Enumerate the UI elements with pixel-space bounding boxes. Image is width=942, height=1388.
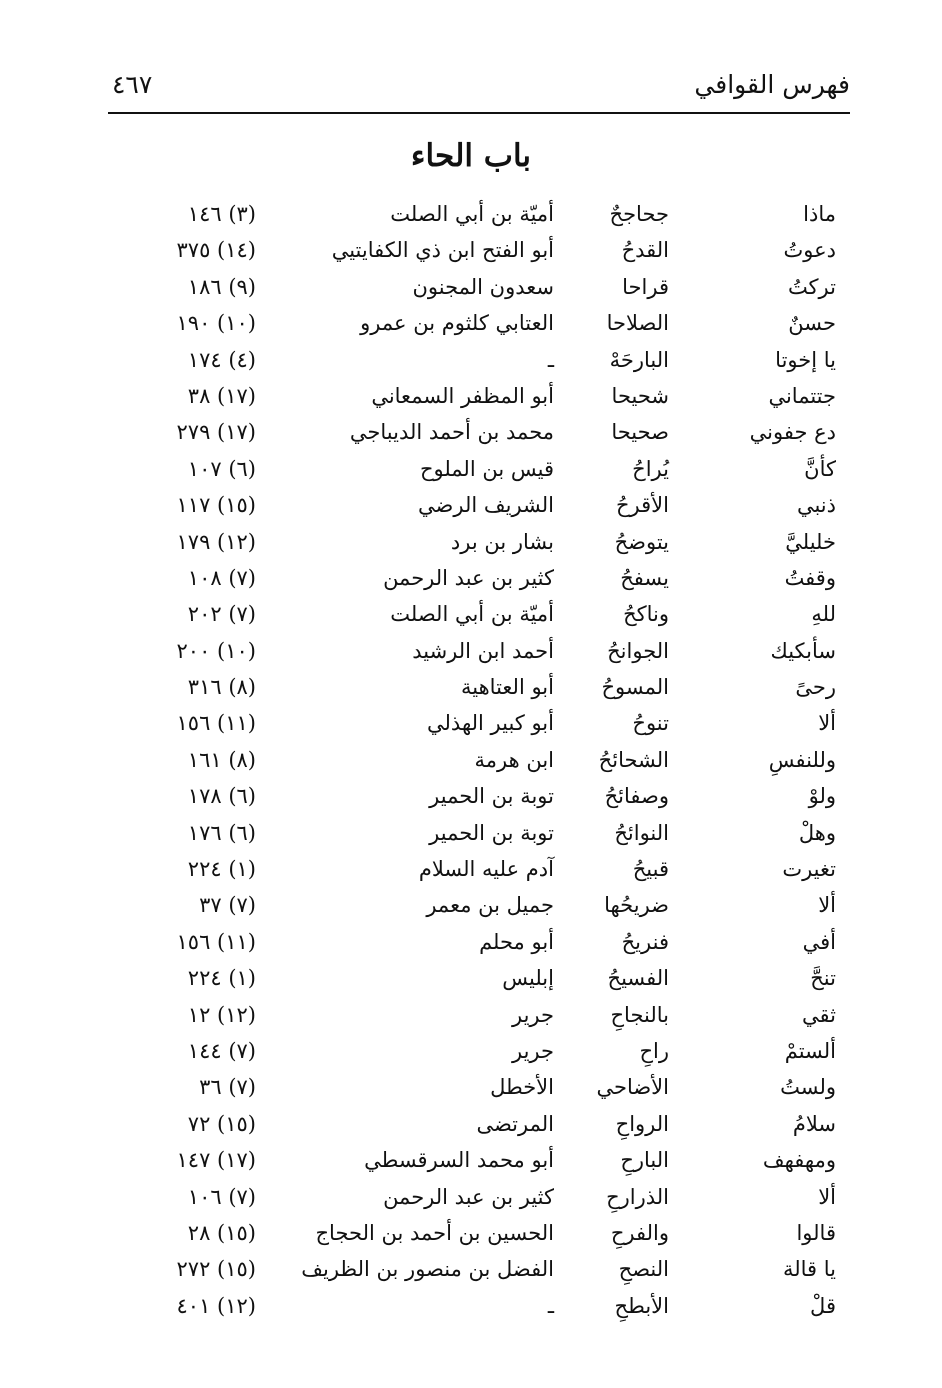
page-reference-cell: (٤) ١٧٤ xyxy=(187,347,256,372)
running-title: فهرس القوافي xyxy=(694,70,850,99)
first-words-cell: وقفتُ xyxy=(784,565,836,590)
rhyme-word-cell: الرواحِ xyxy=(615,1111,669,1136)
page-reference-cell: (٧) ٢٠٢ xyxy=(187,602,256,627)
rhyme-word-cell: شحيحا xyxy=(611,383,669,408)
rhyme-word-cell: الجوانحُ xyxy=(607,638,669,663)
page-number: ٤٦٧ xyxy=(112,70,153,99)
poet-name-cell: آدم عليه السلام xyxy=(418,857,554,882)
rhyme-word-cell: النصحِ xyxy=(618,1257,669,1282)
page-reference-cell: (٦) ١٠٧ xyxy=(187,456,256,481)
table-row xyxy=(0,526,942,562)
rhyme-word-cell: ضريحُها xyxy=(604,893,669,918)
poet-name-cell: توبة بن الحمير xyxy=(429,784,554,809)
first-words-cell: سأبكيك xyxy=(770,638,836,663)
rhyme-word-cell: النوائحُ xyxy=(614,820,669,845)
poet-name-cell: بشار بن برد xyxy=(450,529,554,554)
page-reference-cell: (٧) ١٤٤ xyxy=(187,1038,256,1063)
poet-name-cell: أبو العتاهية xyxy=(461,675,554,700)
rhyme-word-cell: البارحِ xyxy=(620,1148,669,1173)
poet-name-cell: جرير xyxy=(512,1038,554,1063)
poet-name-cell: الشريف الرضي xyxy=(418,493,554,518)
poet-name-cell: أميّة بن أبي الصلت xyxy=(390,202,554,226)
table-row xyxy=(0,999,942,1035)
first-words-cell: ماذا xyxy=(803,202,836,226)
rhyme-word-cell: بالنجاحِ xyxy=(610,1002,669,1027)
first-words-cell: ولستُ xyxy=(780,1075,836,1100)
page-reference-cell: (٧) ١٠٦ xyxy=(187,1184,256,1209)
table-row xyxy=(0,453,942,489)
page-reference-cell: (٦) ١٧٨ xyxy=(187,784,256,809)
table-row xyxy=(0,926,942,962)
table-row xyxy=(0,1253,942,1289)
first-words-cell: للهِ xyxy=(811,602,836,627)
poet-name-cell: ـ xyxy=(547,347,554,372)
table-row xyxy=(0,707,942,743)
table-row xyxy=(0,962,942,998)
first-words-cell: وهلْ xyxy=(798,820,836,845)
table-row xyxy=(0,344,942,380)
table-row xyxy=(0,234,942,270)
table-row xyxy=(0,635,942,671)
page-reference-cell: (١٠) ١٩٠ xyxy=(176,311,256,336)
page-reference-cell: (١٠) ٢٠٠ xyxy=(176,638,256,663)
poet-name-cell: ـ xyxy=(547,1293,554,1318)
first-words-cell: رحىً xyxy=(795,675,836,700)
table-row xyxy=(0,671,942,707)
rhyme-word-cell: يتوضحُ xyxy=(614,529,669,554)
rhyme-word-cell: الفسيحُ xyxy=(607,966,669,991)
first-words-cell: دع جفوني xyxy=(749,420,836,445)
poet-name-cell: أبو محمد السرقسطي xyxy=(364,1148,554,1173)
rhyme-word-cell: الأضاحي xyxy=(596,1075,669,1100)
first-words-cell: دعوتُ xyxy=(783,238,836,263)
poet-name-cell: توبة بن الحمير xyxy=(429,820,554,845)
poet-name-cell: إبليس xyxy=(502,966,554,991)
page-reference-cell: (١) ٢٢٤ xyxy=(187,966,256,991)
table-row xyxy=(0,271,942,307)
poet-name-cell: كثير بن عبد الرحمن xyxy=(383,565,554,590)
page-reference-cell: (١٥) ٢٨ xyxy=(187,1220,256,1245)
first-words-cell: يا قالة xyxy=(782,1257,836,1282)
first-words-cell: ألستمْ xyxy=(784,1038,836,1063)
table-row xyxy=(0,889,942,925)
first-words-cell: تركتُ xyxy=(787,274,836,299)
first-words-cell: حسنٌ xyxy=(788,311,836,336)
table-row xyxy=(0,1290,942,1326)
first-words-cell: ألا xyxy=(818,893,836,918)
poet-name-cell: الفضل بن منصور بن الظريف xyxy=(301,1257,554,1282)
poet-name-cell: قيس بن الملوح xyxy=(419,456,554,481)
table-row xyxy=(0,1217,942,1253)
page-reference-cell: (١١) ١٥٦ xyxy=(176,711,256,736)
poet-name-cell: الحسين بن أحمد بن الحجاج xyxy=(315,1220,554,1245)
poet-name-cell: المرتضى xyxy=(476,1111,554,1136)
table-row xyxy=(0,416,942,452)
first-words-cell: ألا xyxy=(818,711,836,736)
first-words-cell: ألا xyxy=(818,1184,836,1209)
rhyme-word-cell: الذرارحِ xyxy=(606,1184,669,1209)
first-words-cell: سلامُ xyxy=(792,1111,836,1136)
rhyme-word-cell: تنوحُ xyxy=(632,711,669,736)
rhyme-word-cell: الأبطحِ xyxy=(614,1293,669,1318)
page-reference-cell: (١٢) ٤٠١ xyxy=(176,1293,256,1318)
rhyme-word-cell: قراحا xyxy=(622,274,669,299)
first-words-cell: تنحَّ xyxy=(810,966,836,991)
page-reference-cell: (١) ٢٢٤ xyxy=(187,857,256,882)
table-row xyxy=(0,780,942,816)
first-words-cell: ثقي xyxy=(802,1002,836,1027)
first-words-cell: ذنبي xyxy=(796,493,836,518)
poet-name-cell: أبو الفتح ابن ذي الكفايتيي xyxy=(331,238,554,263)
rhyme-word-cell: وناكحُ xyxy=(623,602,669,627)
rhyme-word-cell: قبيحُ xyxy=(632,857,669,882)
rhyme-word-cell: صحيحا xyxy=(611,420,669,445)
page-reference-cell: (١٧) ٣٨ xyxy=(187,383,256,408)
first-words-cell: أفي xyxy=(802,929,836,954)
poet-name-cell: محمد بن أحمد الديباجي xyxy=(349,420,554,445)
rhyme-word-cell: الأقرحُ xyxy=(616,493,669,518)
poet-name-cell: ابن هرمة xyxy=(474,747,554,772)
first-words-cell: خليليَّ xyxy=(785,529,836,554)
table-row xyxy=(0,562,942,598)
table-row xyxy=(0,489,942,525)
poet-name-cell: أحمد ابن الرشيد xyxy=(412,638,554,663)
page-reference-cell: (١٢) ١٢ xyxy=(187,1002,256,1027)
page-reference-cell: (٣) ١٤٦ xyxy=(187,202,256,226)
first-words-cell: وللنفسِ xyxy=(768,747,836,772)
table-row xyxy=(0,1071,942,1107)
poet-name-cell: جميل بن معمر xyxy=(426,893,554,918)
rhyme-word-cell: المسوحُ xyxy=(601,675,669,700)
rhyme-word-cell: فنريحُ xyxy=(621,929,669,954)
header-divider xyxy=(108,112,850,114)
page-reference-cell: (١١) ١٥٦ xyxy=(176,929,256,954)
poet-name-cell: أبو محلم xyxy=(479,929,554,954)
poet-name-cell: أميّة بن أبي الصلت xyxy=(390,602,554,627)
page-reference-cell: (١٧) ٢٧٩ xyxy=(176,420,256,445)
table-row xyxy=(0,1035,942,1071)
table-row xyxy=(0,1181,942,1217)
first-words-cell: قلْ xyxy=(810,1293,836,1318)
rhyme-word-cell: جحاجحٌ xyxy=(609,202,669,226)
table-row xyxy=(0,598,942,634)
section-title: باب الحاء xyxy=(410,138,532,174)
rhyme-word-cell: وصفائحُ xyxy=(604,784,669,809)
rhyme-word-cell: البارحَهْ xyxy=(609,347,669,372)
rhyme-word-cell: القدحُ xyxy=(621,238,669,263)
table-row xyxy=(0,380,942,416)
rhyme-word-cell: راحِ xyxy=(639,1038,669,1063)
index-table xyxy=(0,198,942,1326)
page-reference-cell: (١٥) ٧٢ xyxy=(187,1111,256,1136)
poet-name-cell: كثير بن عبد الرحمن xyxy=(383,1184,554,1209)
page-reference-cell: (٩) ١٨٦ xyxy=(187,274,256,299)
poet-name-cell: الأخطل xyxy=(490,1075,554,1100)
page-header xyxy=(108,62,850,110)
rhyme-word-cell: الشحائحُ xyxy=(598,747,669,772)
page-reference-cell: (١٥) ١١٧ xyxy=(176,493,256,518)
page-reference-cell: (٦) ١٧٦ xyxy=(187,820,256,845)
rhyme-word-cell: يُراحُ xyxy=(632,456,669,481)
rhyme-word-cell: يسفحُ xyxy=(620,565,669,590)
table-row xyxy=(0,817,942,853)
rhyme-word-cell: الصلاحا xyxy=(606,311,669,336)
page-reference-cell: (١٧) ١٤٧ xyxy=(176,1148,256,1173)
first-words-cell: تغيرت xyxy=(782,857,836,882)
first-words-cell: يا إخوتا xyxy=(775,347,836,372)
poet-name-cell: العتابي كلثوم بن عمرو xyxy=(360,311,554,336)
first-words-cell: كأنَّ xyxy=(804,456,836,481)
page-reference-cell: (١٥) ٢٧٢ xyxy=(176,1257,256,1282)
page-reference-cell: (١٤) ٣٧٥ xyxy=(176,238,256,263)
page-reference-cell: (٧) ١٠٨ xyxy=(187,565,256,590)
table-row xyxy=(0,853,942,889)
rhyme-word-cell: والفرحِ xyxy=(610,1220,669,1245)
page-reference-cell: (٧) ٣٦ xyxy=(199,1075,256,1100)
first-words-cell: جتتماني xyxy=(768,383,836,408)
poet-name-cell: أبو كبير الهذلي xyxy=(427,711,554,736)
table-row xyxy=(0,1108,942,1144)
table-row xyxy=(0,307,942,343)
poet-name-cell: جرير xyxy=(512,1002,554,1027)
page-reference-cell: (١٢) ١٧٩ xyxy=(176,529,256,554)
poet-name-cell: أبو المظفر السمعاني xyxy=(371,383,554,408)
page-reference-cell: (٨) ٣١٦ xyxy=(187,675,256,700)
table-row xyxy=(0,1144,942,1180)
table-row xyxy=(0,198,942,234)
first-words-cell: ومهفهف xyxy=(762,1148,836,1173)
poet-name-cell: سعدون المجنون xyxy=(412,274,554,299)
table-row xyxy=(0,744,942,780)
page-reference-cell: (٨) ١٦١ xyxy=(187,747,256,772)
page-reference-cell: (٧) ٣٧ xyxy=(199,893,256,918)
first-words-cell: قالوا xyxy=(796,1220,836,1245)
first-words-cell: ولوْ xyxy=(808,784,836,809)
